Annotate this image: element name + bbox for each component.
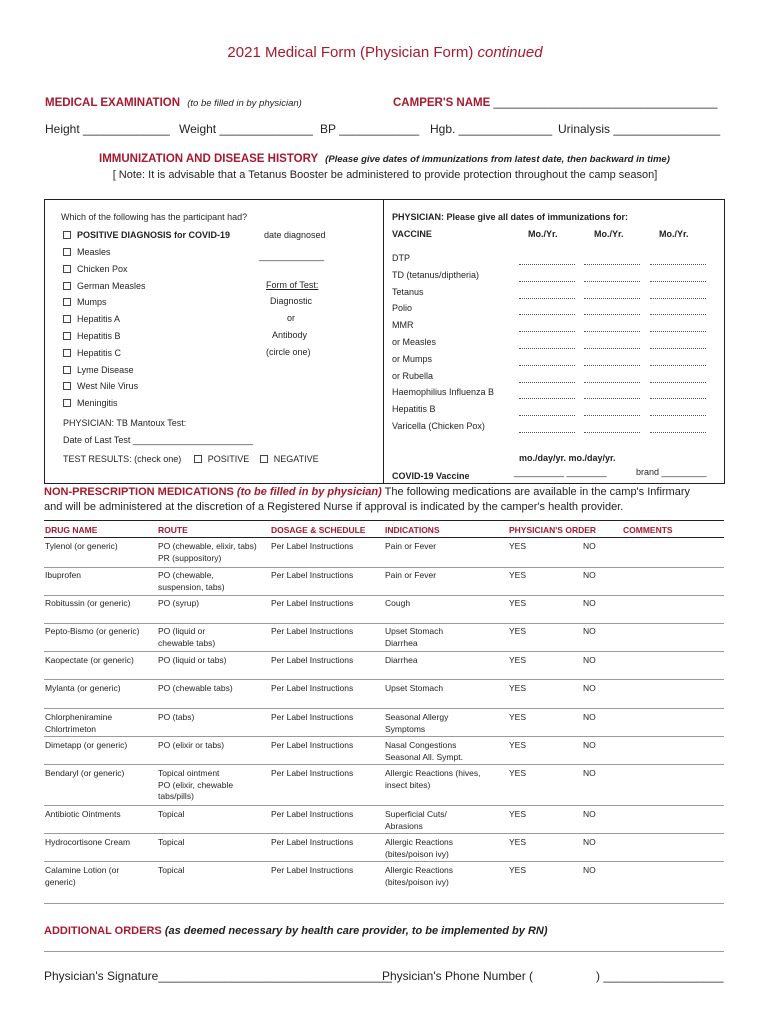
negative-label: NEGATIVE [273,454,319,464]
vaccine-date-line[interactable] [519,432,575,433]
vaccine-date-line[interactable] [519,264,575,265]
additional-orders-title: ADDITIONAL ORDERS [44,925,162,937]
medications-note: (to be filled in by physician) [236,486,382,498]
checkbox-icon[interactable] [63,349,71,357]
covid-vaccine-label: COVID-19 Vaccine [392,471,470,481]
vaccine-date-line[interactable] [584,365,640,366]
vaccine-date-line[interactable] [519,348,575,349]
title-main: 2021 Medical Form (Physician Form) [227,44,474,61]
drug-name-cell: Mylanta (or generic) [45,683,121,693]
order-no-option[interactable]: NO [583,768,596,778]
route-cell: PO (tabs) [158,712,195,722]
route-cell: PO (chewable, suspension, tabs) [158,570,225,592]
table-row-divider [44,736,724,737]
route-cell: PO (elixir or tabs) [158,740,225,750]
checkbox-icon[interactable] [63,298,71,306]
vaccine-label: or Mumps [392,353,433,364]
table-row-divider [44,903,724,904]
column-header: DRUG NAME [45,525,98,535]
route-cell: PO (liquid or tabs) [158,655,227,665]
drug-name-cell: Ibuprofen [45,570,81,580]
immunization-dates-heading: PHYSICIAN: Please give all dates of immunizations for: [392,212,629,222]
or-label: or [287,313,296,323]
vaccine-date-line[interactable] [584,348,640,349]
disease-item[interactable] [63,381,138,391]
title-continued: continued [477,44,543,61]
diagnostic-option[interactable]: Diagnostic [270,296,313,306]
disease-label: West Nile Virus [77,381,139,392]
medications-intro-1: The following medications are available in the camp's Infirmary [384,486,690,498]
physician-phone-label: Physician's Phone Number ( [382,969,534,983]
bp-field[interactable]: BP ____________ [320,122,420,136]
route-cell: PO (chewable tabs) [158,683,233,693]
medications-heading [44,486,690,498]
dosage-cell: Per Label Instructions [271,598,354,608]
checkbox-icon[interactable] [63,231,71,239]
weight-field[interactable]: Weight ______________ [179,122,313,136]
negative-checkbox-icon[interactable] [260,455,268,463]
immunization-title: IMMUNIZATION AND DISEASE HISTORY [99,153,318,165]
hgb-field[interactable]: Hgb. ______________ [430,122,553,136]
disease-label: Hepatitis B [77,331,121,341]
order-yes-option[interactable]: YES [509,598,527,608]
checkbox-icon[interactable] [63,382,71,390]
vaccine-label: DTP [392,253,410,263]
covid-vaccine-brand-field[interactable]: brand _________ [636,467,707,477]
immunization-heading [99,153,670,165]
dosage-cell: Per Label Instructions [271,541,354,551]
vaccine-label: Tetanus [392,286,424,297]
dosage-cell: Per Label Instructions [271,626,354,636]
route-cell: Topical [158,865,185,875]
vaccine-date-line[interactable] [584,382,640,383]
tetanus-note: [ Note: It is advisable that a Tetanus Booster be administered to provide protection throughout the camp season] [112,169,658,181]
vaccine-date-line[interactable] [650,382,706,383]
vaccine-label: or Measles [392,337,437,347]
disease-item[interactable] [63,331,121,341]
table-top-border [44,520,724,521]
dosage-cell: Per Label Instructions [271,809,354,819]
physician-phone-field[interactable]: ) __________________ [596,969,724,983]
order-no-option[interactable]: NO [583,626,596,636]
indication-cell: Allergic Reactions (hives, insect bites) [385,768,481,790]
order-yes-option[interactable]: YES [509,740,527,750]
vaccine-date-line[interactable] [650,281,706,282]
camper-name-line[interactable]: ___________________________________ [493,97,718,109]
indication-cell: Upset Stomach [385,683,444,693]
column-header: ROUTE [158,525,188,535]
vaccine-date-line[interactable] [519,382,575,383]
table-header-border [44,537,724,538]
checkbox-icon[interactable] [63,265,71,273]
covid-vaccine-date-lines[interactable]: __________ ________ [514,467,607,477]
vaccine-date-line[interactable] [519,331,575,332]
order-no-option[interactable]: NO [583,683,596,693]
route-cell: Topical [158,837,185,847]
checkbox-icon[interactable] [63,332,71,340]
additional-orders-note: (as deemed necessary by health care provider, to be implemented by RN) [164,925,548,937]
order-no-option[interactable]: NO [583,740,596,750]
disease-label: Mumps [77,297,107,308]
tb-test-label: PHYSICIAN: TB Mantoux Test: [63,418,187,428]
vaccine-date-line[interactable] [519,298,575,299]
positive-checkbox-icon[interactable] [194,455,202,463]
vaccine-label: TD (tetanus/diptheria) [392,269,480,280]
drug-name-cell: Chlorpheniramine Chlortrimeton [45,712,113,734]
test-results-label: TEST RESULTS: (check one) [63,454,182,464]
covid-diagnosis-label: POSITIVE DIAGNOSIS for COVID-19 [77,230,231,240]
dosage-cell: Per Label Instructions [271,768,354,778]
column-header: DOSAGE & SCHEDULE [271,525,366,535]
order-no-option[interactable]: NO [583,541,596,551]
disease-label: Meningitis [77,398,118,409]
table-row-divider [44,679,724,680]
box-bottom-border [44,483,725,484]
immunization-note: (Please give dates of immunizations from latest date, then backward in time) [325,154,670,165]
drug-name-cell: Kaopectate (or generic) [45,655,134,665]
medical-exam-title: MEDICAL EXAMINATION [45,97,181,109]
order-yes-option[interactable]: YES [509,768,527,778]
disease-item[interactable] [63,281,146,291]
camper-name-label: CAMPER'S NAME [393,97,491,109]
order-no-option[interactable]: NO [583,655,596,665]
drug-name-cell: Dimetapp (or generic) [45,740,128,750]
drug-name-cell: Hydrocortisone Cream [45,837,131,847]
table-row-divider [44,764,724,765]
height-field[interactable]: Height _____________ [45,122,170,136]
date-last-test-field[interactable]: Date of Last Test ________________________ [63,435,254,445]
drug-name-cell: Robitussin (or generic) [45,598,131,608]
vaccine-label: Haemophilius Influenza B [392,387,495,398]
form-of-test-label: Form of Test: [266,280,319,290]
vaccine-date-line[interactable] [650,314,706,315]
order-yes-option[interactable]: YES [509,837,527,847]
vaccine-date-line[interactable] [584,331,640,332]
vaccine-label: or Rubella [392,370,434,381]
table-row-divider [44,805,724,806]
route-cell: PO (chewable, elixir, tabs) PR (suppository) [158,541,257,563]
order-yes-option[interactable]: YES [509,655,527,665]
indication-cell: Cough [385,598,411,608]
indication-cell: Allergic Reactions (bites/poison ivy) [385,865,454,887]
drug-name-cell: Pepto-Bismo (or generic) [45,626,140,636]
vaccine-label: Varicella (Chicken Pox) [392,421,485,431]
positive-label: POSITIVE [207,454,250,464]
physician-signature-field[interactable]: Physician's Signature___________________________________ [44,969,392,983]
vaccine-date-line[interactable] [584,298,640,299]
drug-name-cell: Calamine Lotion (or generic) [45,865,120,887]
date-diagnosed-label: date diagnosed [264,230,326,240]
vaccine-date-line[interactable] [650,432,706,433]
drug-name-cell: Bendaryl (or generic) [45,768,125,778]
disease-item[interactable] [63,314,120,324]
disease-label: Lyme Disease [77,364,134,375]
dosage-cell: Per Label Instructions [271,655,354,665]
vaccine-date-line[interactable] [519,281,575,282]
vaccine-label: MMR [392,320,414,331]
box-top-border [44,199,725,200]
disease-label: Chicken Pox [77,263,128,274]
vaccine-date-line[interactable] [584,415,640,416]
vaccine-date-line[interactable] [650,348,706,349]
mo-yr-header-3: Mo./Yr. [659,229,689,239]
disease-label: Hepatitis C [77,347,122,358]
medications-intro-2: and will be administered at the discretion of a Registered Nurse if approval is indicated by the camper's health provider. [44,501,624,513]
table-row-divider [44,623,724,624]
vaccine-date-line[interactable] [650,298,706,299]
vaccine-date-line[interactable] [519,365,575,366]
column-header: COMMENTS [623,525,673,535]
vaccine-date-line[interactable] [650,264,706,265]
vaccine-date-line[interactable] [584,281,640,282]
indication-cell: Seasonal Allergy Symptoms [385,712,449,734]
drug-name-cell: Antibiotic Ointments [45,809,121,819]
mo-day-yr-label: mo./day/yr. mo./day/yr. [519,453,616,463]
indication-cell: Nasal Congestions Seasonal All. Sympt. [385,740,463,762]
dosage-cell: Per Label Instructions [271,740,354,750]
dosage-cell: Per Label Instructions [271,837,354,847]
order-no-option[interactable]: NO [583,809,596,819]
order-yes-option[interactable]: YES [509,570,527,580]
order-yes-option[interactable]: YES [509,626,527,636]
page-title [0,44,770,61]
covid-diagnosis-row[interactable] [63,230,230,240]
checkbox-icon[interactable] [63,366,71,374]
checkbox-icon[interactable] [63,399,71,407]
drug-name-cell: Tylenol (or generic) [45,541,118,551]
vaccine-label: Polio [392,303,413,314]
disease-label: German Measles [77,280,146,291]
order-no-option[interactable]: NO [583,598,596,608]
route-cell: Topical ointment PO (elixir, chewable tabs/pills) [158,768,234,801]
order-no-option[interactable]: NO [583,837,596,847]
dosage-cell: Per Label Instructions [271,865,354,875]
disease-item[interactable] [63,365,134,375]
disease-item[interactable] [63,348,121,358]
order-yes-option[interactable]: YES [509,541,527,551]
order-yes-option[interactable]: YES [509,683,527,693]
vaccine-date-line[interactable] [650,398,706,399]
vaccine-date-line[interactable] [650,331,706,332]
route-cell: PO (liquid or chewable tabs) [158,626,216,648]
checkbox-icon[interactable] [63,282,71,290]
table-row-divider [44,861,724,862]
indication-cell: Upset Stomach Diarrhea [385,626,444,648]
column-header: INDICATIONS [385,525,440,535]
additional-orders-line[interactable] [44,951,724,952]
dosage-cell: Per Label Instructions [271,712,354,722]
vaccine-date-line[interactable] [584,398,640,399]
checkbox-icon[interactable] [63,248,71,256]
dosage-cell: Per Label Instructions [271,570,354,580]
vaccine-date-line[interactable] [584,264,640,265]
order-yes-option[interactable]: YES [509,809,527,819]
mo-yr-header-1: Mo./Yr. [528,229,558,239]
order-no-option[interactable]: NO [583,570,596,580]
disease-question: Which of the following has the participant had? [61,212,248,222]
urinalysis-field[interactable]: Urinalysis ________________ [558,122,721,136]
order-yes-option[interactable]: YES [509,712,527,722]
disease-label: Hepatitis A [77,314,121,325]
checkbox-icon[interactable] [63,315,71,323]
medical-exam-note: (to be filled in by physician) [187,98,302,109]
indication-cell: Superficial Cuts/ Abrasions [385,809,447,831]
medical-exam-heading [45,97,302,109]
vaccine-date-line[interactable] [519,415,575,416]
additional-orders-heading [44,925,548,937]
vaccine-date-line[interactable] [650,365,706,366]
disease-item[interactable] [63,398,118,408]
camper-name-field[interactable] [393,97,717,109]
table-row-divider [44,708,724,709]
table-row-divider [44,833,724,834]
table-row-divider [44,567,724,568]
box-left-border [44,199,45,483]
antibody-option[interactable]: Antibody [272,330,308,340]
order-yes-option[interactable]: YES [509,865,527,875]
disease-item[interactable] [63,264,128,274]
circle-one-label: (circle one) [266,347,311,357]
indication-cell: Allergic Reactions (bites/poison ivy) [385,837,454,859]
test-results-row [63,454,319,464]
medications-title: NON-PRESCRIPTION MEDICATIONS [44,486,234,498]
column-header: PHYSICIAN'S ORDER [509,525,597,535]
dosage-cell: Per Label Instructions [271,683,354,693]
table-row-divider [44,651,724,652]
vaccine-date-line[interactable] [584,314,640,315]
route-cell: Topical [158,809,185,819]
disease-item[interactable] [63,297,107,307]
indication-cell: Pain or Fever [385,541,437,551]
box-divider [383,199,384,483]
indication-cell: Pain or Fever [385,570,437,580]
box-right-border [724,199,725,483]
date-diagnosed-line[interactable]: _____________ [259,251,325,261]
disease-item[interactable] [63,247,111,257]
order-no-option[interactable]: NO [583,865,596,875]
disease-label: Measles [77,247,111,257]
table-row-divider [44,595,724,596]
vaccine-column-header: VACCINE [392,229,432,239]
mo-yr-header-2: Mo./Yr. [594,229,624,239]
vaccine-label: Hepatitis B [392,404,436,415]
order-no-option[interactable]: NO [583,712,596,722]
vaccine-date-line[interactable] [650,415,706,416]
route-cell: PO (syrup) [158,598,200,608]
vaccine-date-line[interactable] [519,398,575,399]
indication-cell: Diarrhea [385,655,418,665]
vaccine-date-line[interactable] [584,432,640,433]
vaccine-date-line[interactable] [519,314,575,315]
